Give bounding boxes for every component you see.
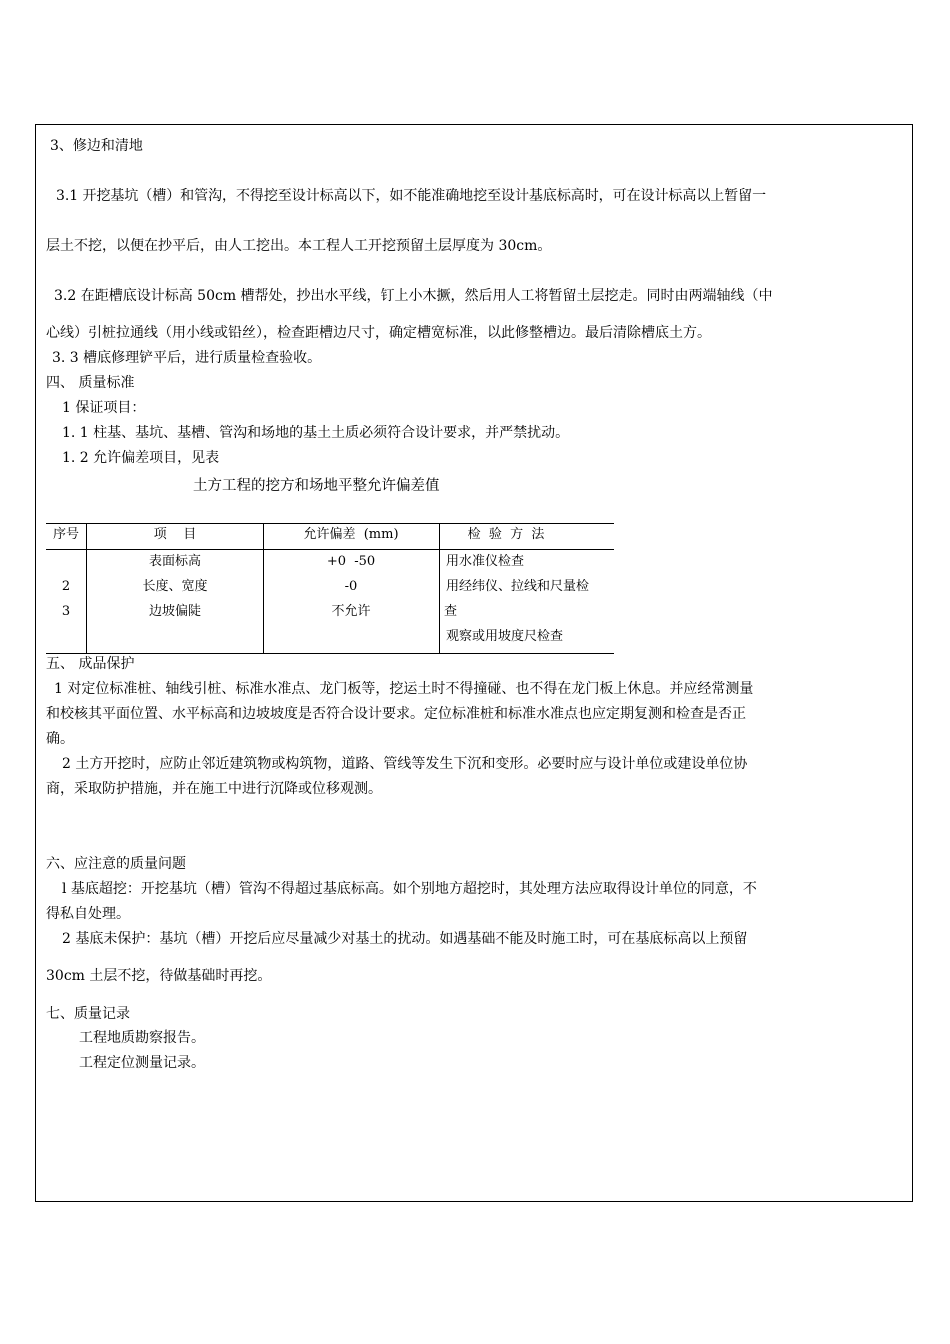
table-col-divider (439, 523, 440, 654)
s6-p1-line1: l 基底超挖：开挖基坑（槽）管沟不得超过基底标高。如个别地方超挖时，其处理方法应取得设计单位的同意，不 (62, 881, 757, 897)
s5-p1-line1: 1 对定位标准桩、轴线引桩、标准水准点、龙门板等，挖运土时不得撞碰、也不得在龙门板上休息。并应经常测量 (54, 681, 754, 697)
p32-line2: 心线）引桩拉通线（用小线或铅丝），检查距槽边尺寸，确定槽宽标准，以此修整槽边。最后清除槽底土方。 (46, 325, 711, 341)
row2-tolerance: -0 (344, 579, 358, 594)
table-col-divider (263, 523, 264, 654)
row3-no: 3 (61, 604, 71, 619)
guarantee-item: 1 保证项目： (62, 400, 146, 416)
row2-method: 用经纬仪、拉线和尺量检 (446, 579, 590, 594)
s5-p2-line1: 2 土方开挖时，应防止邻近建筑物或构筑物，道路、管线等发生下沉和变形。必要时应与设计单位或建设单位协 (62, 756, 748, 772)
p33: 3. 3 槽底修理铲平后，进行质量检查验收。 (52, 350, 322, 366)
record-survey: 工程定位测量记录。 (79, 1055, 205, 1071)
s6-p2-line2: 30cm 土层不挖，待做基础时再挖。 (46, 968, 272, 984)
row2-no: 2 (61, 579, 71, 594)
row4-method: 观察或用坡度尺检查 (446, 629, 564, 644)
section3-heading: 3、修边和清地 (50, 138, 143, 154)
s5-p1-line2: 和校核其平面位置、水平标高和边坡坡度是否符合设计要求。定位标准桩和标准水准点也应定期复测和检查是否正 (46, 706, 746, 722)
p31-line2: 层土不挖，以便在抄平后，由人工挖出。本工程人工开挖预留土层厚度为 30cm。 (46, 238, 552, 254)
section5-heading: 五、 成品保护 (46, 656, 135, 672)
row3-item: 边坡偏陡 (148, 604, 202, 619)
table-bottom-rule (46, 653, 614, 654)
section4-heading: 四、 质量标准 (46, 375, 135, 391)
item-1-2: 1. 2 允许偏差项目，见表 (62, 450, 220, 466)
header-tolerance: 允许偏差 (mm) (303, 527, 399, 542)
table-header-rule (46, 549, 614, 550)
header-method: 检 验 方 法 (467, 527, 545, 542)
s6-p2-line1: 2 基底未保护：基坑（槽）开挖后应尽量减少对基土的扰动。如遇基础不能及时施工时，可在基底标高以上预留 (62, 931, 748, 947)
section7-heading: 七、质量记录 (46, 1006, 130, 1022)
p31-line1: 3.1 开挖基坑（槽）和管沟，不得挖至设计标高以下，如不能准确地挖至设计基底标高时，可在设计标高以上暂留一 (56, 188, 767, 204)
table-caption: 土方工程的挖方和场地平整允许偏差值 (193, 478, 440, 494)
row1-method: 用水准仪检查 (446, 554, 525, 569)
table-col-divider (86, 523, 87, 654)
tolerance-table (46, 523, 614, 654)
row3-method: 查 (444, 604, 458, 619)
row3-tolerance: 不允许 (331, 604, 371, 619)
table-top-rule (46, 523, 614, 524)
header-item: 项 目 (153, 527, 197, 542)
s5-p2-line2: 商，采取防护措施，并在施工中进行沉降或位移观测。 (46, 781, 382, 797)
s6-p1-line2: 得私自处理。 (46, 906, 130, 922)
s5-p1-line3: 确。 (46, 731, 74, 747)
section6-heading: 六、应注意的质量问题 (46, 856, 186, 872)
row2-item: 长度、宽度 (142, 579, 208, 594)
item-1-1: 1. 1 柱基、基坑、基槽、管沟和场地的基土土质必须符合设计要求，并严禁扰动。 (62, 425, 570, 441)
record-geology-report: 工程地质勘察报告。 (79, 1030, 205, 1046)
row1-item: 表面标高 (148, 554, 202, 569)
row1-tolerance: +0 -50 (326, 554, 376, 569)
header-no: 序号 (52, 527, 80, 542)
p32-line1: 3.2 在距槽底设计标高 50cm 槽帮处，抄出水平线，钉上小木撅，然后用人工将暂留土层挖走。同时由两端轴线（中 (54, 288, 773, 304)
